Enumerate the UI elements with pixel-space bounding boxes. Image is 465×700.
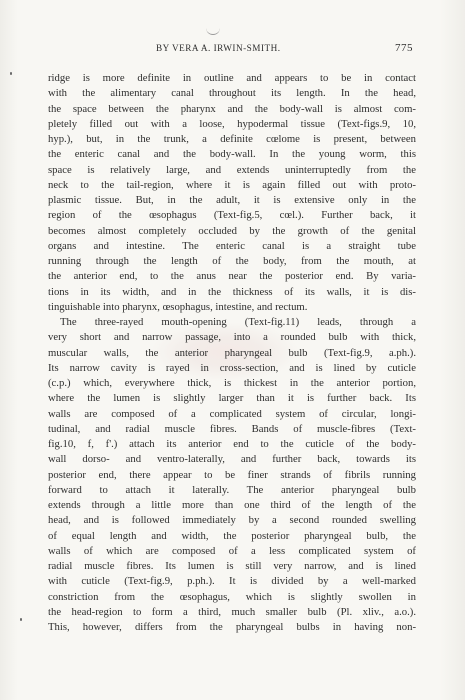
text-line: muscular walls, the anterior pharyngeal bulb (Text-fig.9, a.ph.). xyxy=(48,346,416,359)
text-line: forward to attach it laterally. The anterior pharyngeal bulb xyxy=(48,483,416,496)
text-line: pletely filled out with a loose, hypodermal tissue (Text-figs.9, 10, xyxy=(48,117,416,130)
text-line: the head-region to form a third, much smaller bulb (Pl. xliv., a.o.). xyxy=(48,605,416,618)
text-line: wall dorso- and ventro-laterally, and further back, towards its xyxy=(48,453,416,466)
paragraph-start-line: The three-rayed mouth-opening (Text-fig.11) leads, through a xyxy=(60,316,416,328)
margin-mark xyxy=(20,618,22,621)
text-line: becomes almost completely occluded by the growth of the genital xyxy=(48,224,416,237)
text-line: posterior end, there appear to be finer strands of fibrils running xyxy=(48,468,416,481)
text-line: head, and is followed immediately by a second rounded swelling xyxy=(48,514,416,527)
text-line: extends through a little more than one third of the length of the xyxy=(48,499,416,511)
text-line: the anterior end, to the anus near the posterior end. By varia- xyxy=(48,270,416,283)
ink-mark xyxy=(206,28,220,35)
text-line: running through the length of the body, from the mouth, at xyxy=(48,255,416,267)
text-line: tions in its width, and in the thickness of its walls, it is dis- xyxy=(48,285,416,298)
text-line: neck to the tail-region, where it is again filled out with proto- xyxy=(48,178,416,191)
text-line: constriction from the œsophagus, which is slightly swollen in xyxy=(48,590,416,603)
text-line: the enteric canal and the body-wall. In the young worm, this xyxy=(48,148,416,161)
text-line: walls are composed of a complicated system of circular, longi- xyxy=(48,407,416,420)
text-line: Its narrow cavity is rayed in cross-section, and is lined by cuticle xyxy=(48,361,416,374)
text-line: hyp.), but, in the trunk, a definite cœlome is present, between xyxy=(48,133,416,145)
page-number: 775 xyxy=(395,42,413,54)
text-line: organs and intestine. The enteric canal is a straight tube xyxy=(48,239,416,252)
text-line: region of the œsophagus (Text-fig.5, cœl.). Further back, it xyxy=(48,209,416,222)
body-text xyxy=(48,71,416,635)
margin-mark xyxy=(10,72,12,75)
text-line: tudinal, and radial muscle fibres. Bands of muscle-fibres (Text- xyxy=(48,422,416,435)
text-line: fig.10, f, f'.) attach its anterior end to the cuticle of the body- xyxy=(48,438,416,450)
text-line: where the lumen is slightly larger than it is further back. Its xyxy=(48,392,416,405)
text-line: plasmic tissue. But, in the adult, it is extensive only in the xyxy=(48,194,416,206)
text-line: walls of which are composed of a less complicated system of xyxy=(48,544,416,557)
running-header xyxy=(48,42,413,58)
paragraph-end-line: tinguishable into pharynx, œsophagus, intestine, and rectum. xyxy=(48,300,308,313)
running-head-author: BY VERA A. IRWIN-SMITH. xyxy=(156,43,281,53)
text-line: ridge is more definite in outline and appears to be in contact xyxy=(48,72,416,84)
text-line: very short and narrow passage, into a rounded bulb with thick, xyxy=(48,331,416,344)
text-line: This, however, differs from the pharyngeal bulbs in having non- xyxy=(48,621,416,633)
text-line: (c.p.) which, everywhere thick, is thickest in the anterior portion, xyxy=(48,377,416,389)
text-line: radial muscle fibres. Its lumen is still very narrow, and is lined xyxy=(48,560,416,572)
text-line: with the alimentary canal throughout its length. In the head, xyxy=(48,87,416,100)
text-line: of equal length and width, the posterior pharyngeal bulb, the xyxy=(48,529,416,542)
text-line: the space between the pharynx and the body-wall is almost com- xyxy=(48,102,416,115)
text-line: space is relatively large, and extends uninterruptedly from the xyxy=(48,163,416,176)
text-line: with cuticle (Text-fig.9, p.ph.). It is divided by a well-marked xyxy=(48,575,416,588)
